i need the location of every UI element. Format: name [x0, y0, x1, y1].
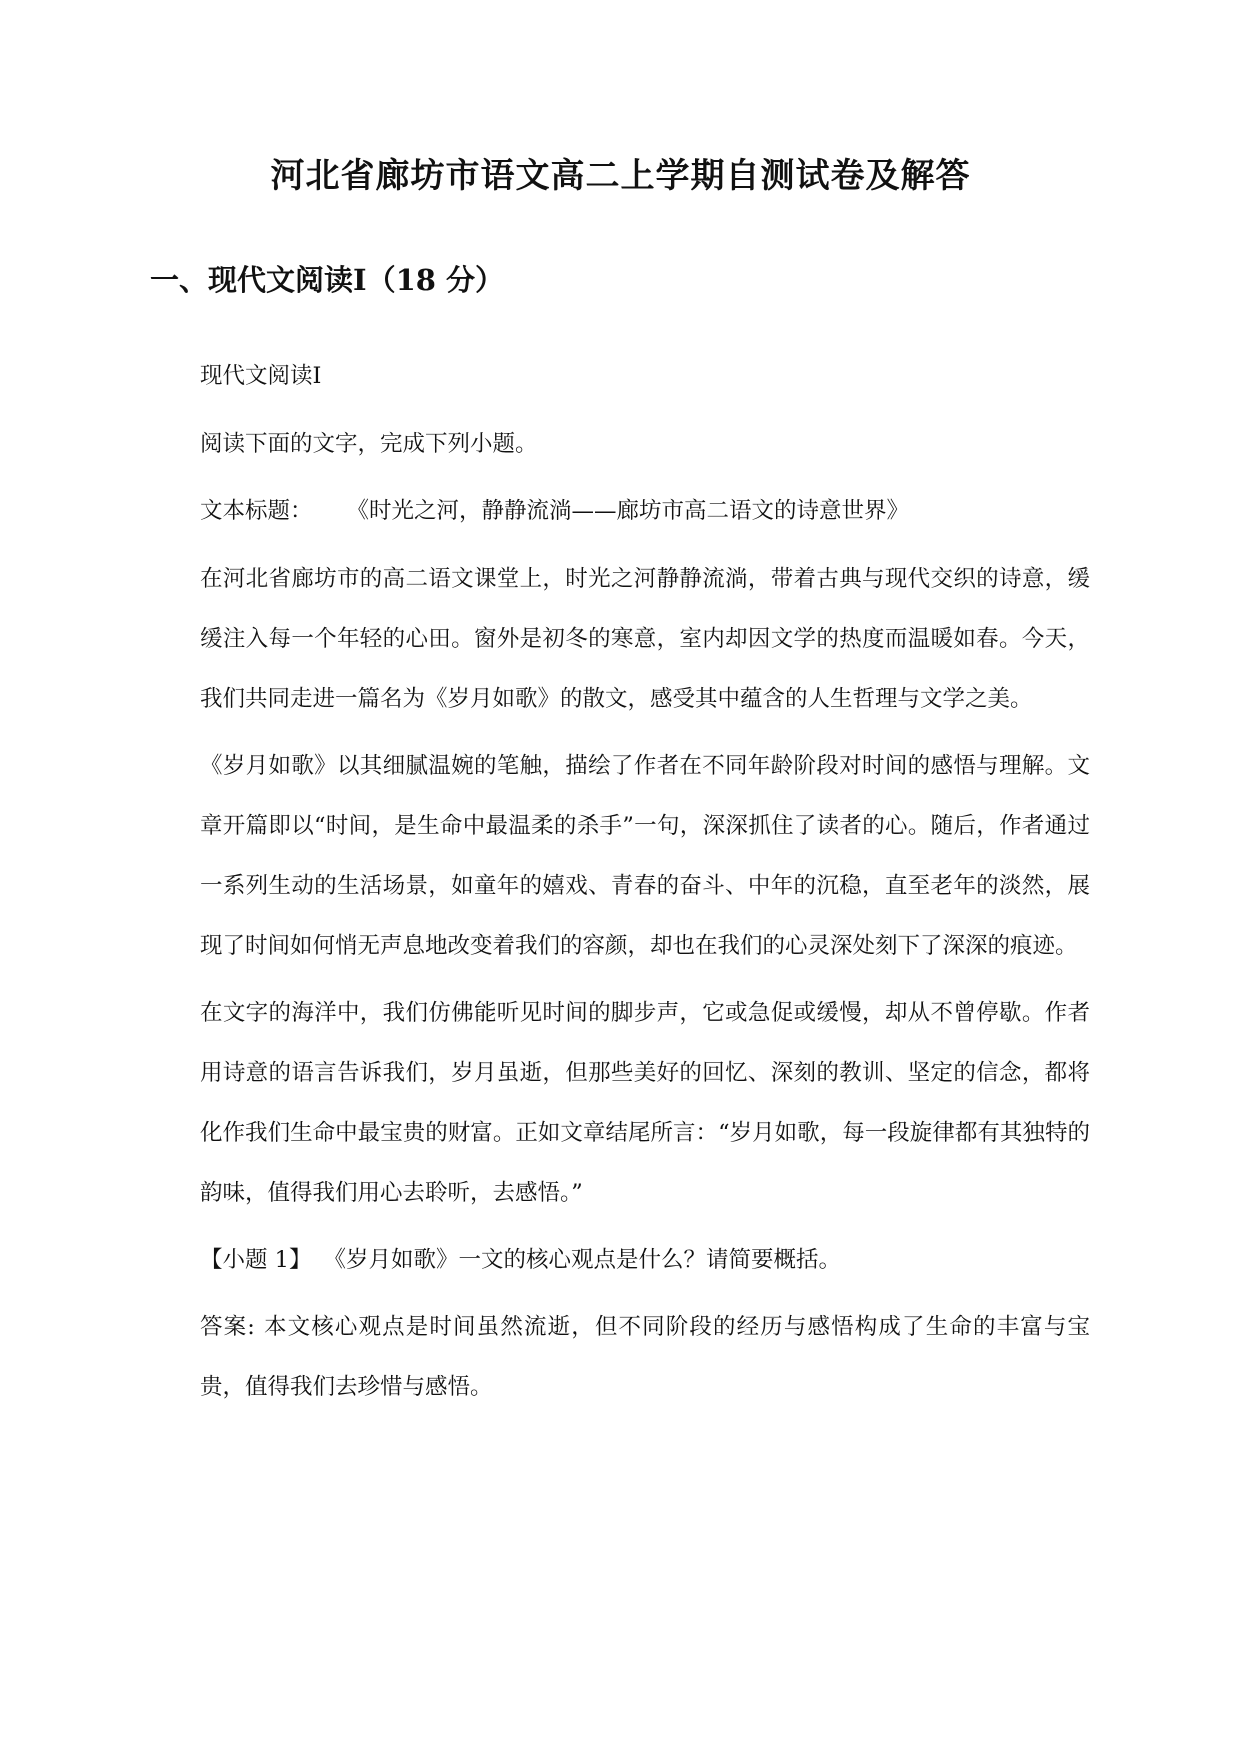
- section-subtitle: 现代文阅读Ⅰ: [200, 363, 322, 389]
- section-heading: 一、现代文阅读Ⅰ（18 分）: [150, 263, 505, 297]
- document-title: 河北省廊坊市语文高二上学期自测试卷及解答: [270, 156, 971, 196]
- question-text: 《岁月如歌》一文的核心观点是什么？请简要概括。: [323, 1247, 841, 1273]
- question-label: 【小题 1】: [200, 1247, 312, 1273]
- passage-paragraph-3: 在文字的海洋中，我们仿佛能听见时间的脚步声，它或急促或缓慢，却从不曾停歇。作者用诗意的语言告诉我们，岁月虽逝，但那些美好的回忆、深刻的教训、坚定的信念，都将化作我们生命中最宝贵的财富。正如文章结尾所言：“岁月如歌，每一段旋律都有其独特的韵味，值得我们用心去聆听，去感悟。”: [200, 1000, 1090, 1206]
- answer-label: 答案:: [200, 1314, 255, 1340]
- question-1: [200, 1230, 1090, 1290]
- reading-instruction: 阅读下面的文字，完成下列小题。: [200, 431, 538, 457]
- answer-text: 本文核心观点是时间虽然流逝，但不同阶段的经历与感悟构成了生命的丰富与宝贵，值得我们去珍惜与感悟。: [200, 1314, 1090, 1400]
- text-title: 《时光之河，静静流淌——廊坊市高二语文的诗意世界》: [346, 498, 910, 524]
- passage-paragraph-1: 在河北省廊坊市的高二语文课堂上，时光之河静静流淌，带着古典与现代交织的诗意，缓缓注入每一个年轻的心田。窗外是初冬的寒意，室内却因文学的热度而温暖如春。今天，我们共同走进一篇名为《岁月如歌》的散文，感受其中蕴含的人生哲理与文学之美。: [200, 566, 1090, 712]
- text-title-label: 文本标题：: [200, 498, 313, 524]
- passage-paragraph-2: 《岁月如歌》以其细腻温婉的笔触，描绘了作者在不同年龄阶段对时间的感悟与理解。文章开篇即以“时间，是生命中最温柔的杀手”一句，深深抓住了读者的心。随后，作者通过一系列生动的生活场景，如童年的嬉戏、青春的奋斗、中年的沉稳，直至老年的淡然，展现了时间如何悄无声息地改变着我们的容颜，却也在我们的心灵深处刻下了深深的痕迹。: [200, 753, 1090, 959]
- section-body: [200, 346, 1090, 1417]
- text-title-line: [200, 481, 1090, 541]
- answer-1: [200, 1297, 1090, 1417]
